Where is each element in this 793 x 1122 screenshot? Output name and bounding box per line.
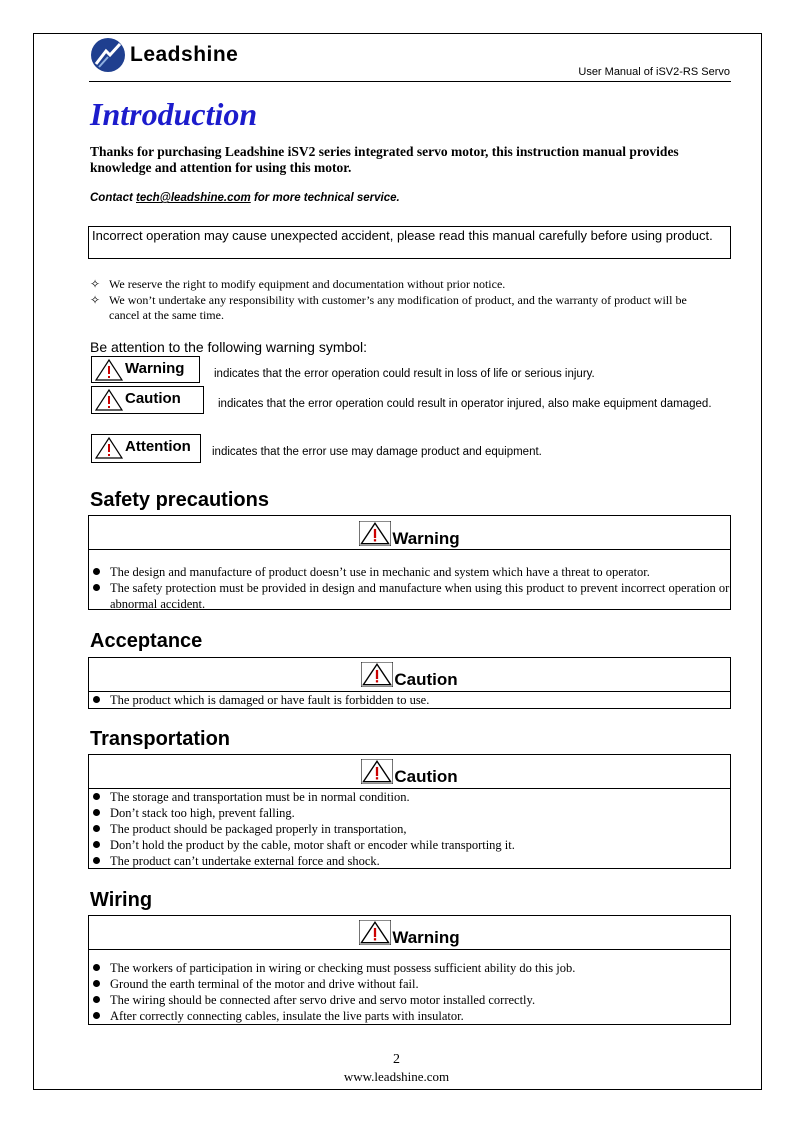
page-title: Introduction — [90, 96, 258, 132]
transportation-level-heading: Caution — [89, 759, 730, 787]
warning-triangle-icon — [95, 359, 123, 381]
list-item: The product can’t undertake external force and shock. — [89, 853, 730, 869]
transportation-box — [88, 754, 731, 869]
safety-list — [89, 564, 730, 612]
caution-symbol-box: Caution — [91, 386, 204, 414]
caution-symbol-description: indicates that the error operation could result in operator injured, also make equipment damaged. — [218, 398, 712, 410]
incorrect-operation-notice: Incorrect operation may cause unexpected accident, please read this manual carefully before using product. — [88, 226, 731, 259]
attention-triangle-icon — [95, 437, 123, 459]
header-rule — [89, 81, 731, 82]
header-subtitle: User Manual of iSV2-RS Servo — [578, 66, 730, 78]
acceptance-list — [89, 692, 730, 708]
transportation-list — [89, 789, 730, 869]
acceptance-level-heading: Caution — [89, 662, 730, 690]
diamond-star-icon: ✧ — [90, 277, 101, 291]
list-item: The storage and transportation must be in normal condition. — [89, 789, 730, 805]
diamond-star-icon: ✧ — [90, 293, 101, 307]
attention-symbol-box: Attention — [91, 434, 201, 463]
section-title-transportation: Transportation — [90, 728, 231, 750]
section-title-acceptance: Acceptance — [90, 630, 203, 652]
warning-triangle-icon — [359, 521, 391, 546]
list-item: The workers of participation in wiring or checking must possess sufficient ability do this job. — [89, 960, 730, 976]
list-item: The safety protection must be provided in design and manufacture when using this product to prevent incorrect operation or abnormal accident. — [89, 580, 730, 612]
contact-email-link[interactable]: tech@leadshine.com — [136, 192, 251, 204]
leadshine-logo-icon — [90, 37, 126, 73]
intro-thanks: Thanks for purchasing Leadshine iSV2 series integrated servo motor, this instruction manual provides knowledge and attention for using this motor. — [90, 144, 679, 175]
list-item: The design and manufacture of product doesn’t use in mechanic and system which have a threat to operator. — [89, 564, 730, 580]
section-title-wiring: Wiring — [90, 889, 153, 911]
footer-url-link[interactable]: www.leadshine.com — [343, 1069, 450, 1084]
brand-name: Leadshine — [130, 43, 239, 66]
list-item: The product should be packaged properly in transportation, — [89, 821, 730, 837]
safety-box — [88, 515, 731, 610]
contact-prefix: Contact — [90, 192, 136, 204]
warning-symbol-description: indicates that the error operation could result in loss of life or serious injury. — [214, 368, 595, 380]
page-number: 2 — [393, 1052, 400, 1067]
attention-symbol-description: indicates that the error use may damage product and equipment. — [212, 446, 542, 458]
warning-symbol-box: Warning — [91, 356, 200, 383]
list-item: Don’t hold the product by the cable, motor shaft or encoder while transporting it. — [89, 837, 730, 853]
wiring-level-heading: Warning — [89, 920, 730, 948]
list-item: After correctly connecting cables, insulate the live parts with insulator. — [89, 1008, 730, 1024]
acceptance-box — [88, 657, 731, 709]
wiring-box — [88, 915, 731, 1025]
section-title-safety: Safety precautions — [90, 489, 269, 511]
contact-line — [90, 192, 400, 204]
symbol-legend-title: Be attention to the following warning symbol: — [90, 339, 368, 355]
wiring-list — [89, 960, 730, 1024]
caution-triangle-icon — [95, 389, 123, 411]
list-item: Ground the earth terminal of the motor and drive without fail. — [89, 976, 730, 992]
list-item: Don’t stack too high, prevent falling. — [89, 805, 730, 821]
contact-suffix: for more technical service. — [250, 192, 400, 204]
caution-triangle-icon — [361, 759, 393, 784]
list-item: The product which is damaged or have fault is forbidden to use. — [89, 692, 730, 708]
safety-level-heading: Warning — [89, 521, 730, 549]
list-item: The wiring should be connected after servo drive and servo motor installed correctly. — [89, 992, 730, 1008]
warning-triangle-icon — [359, 920, 391, 945]
caution-triangle-icon — [361, 662, 393, 687]
